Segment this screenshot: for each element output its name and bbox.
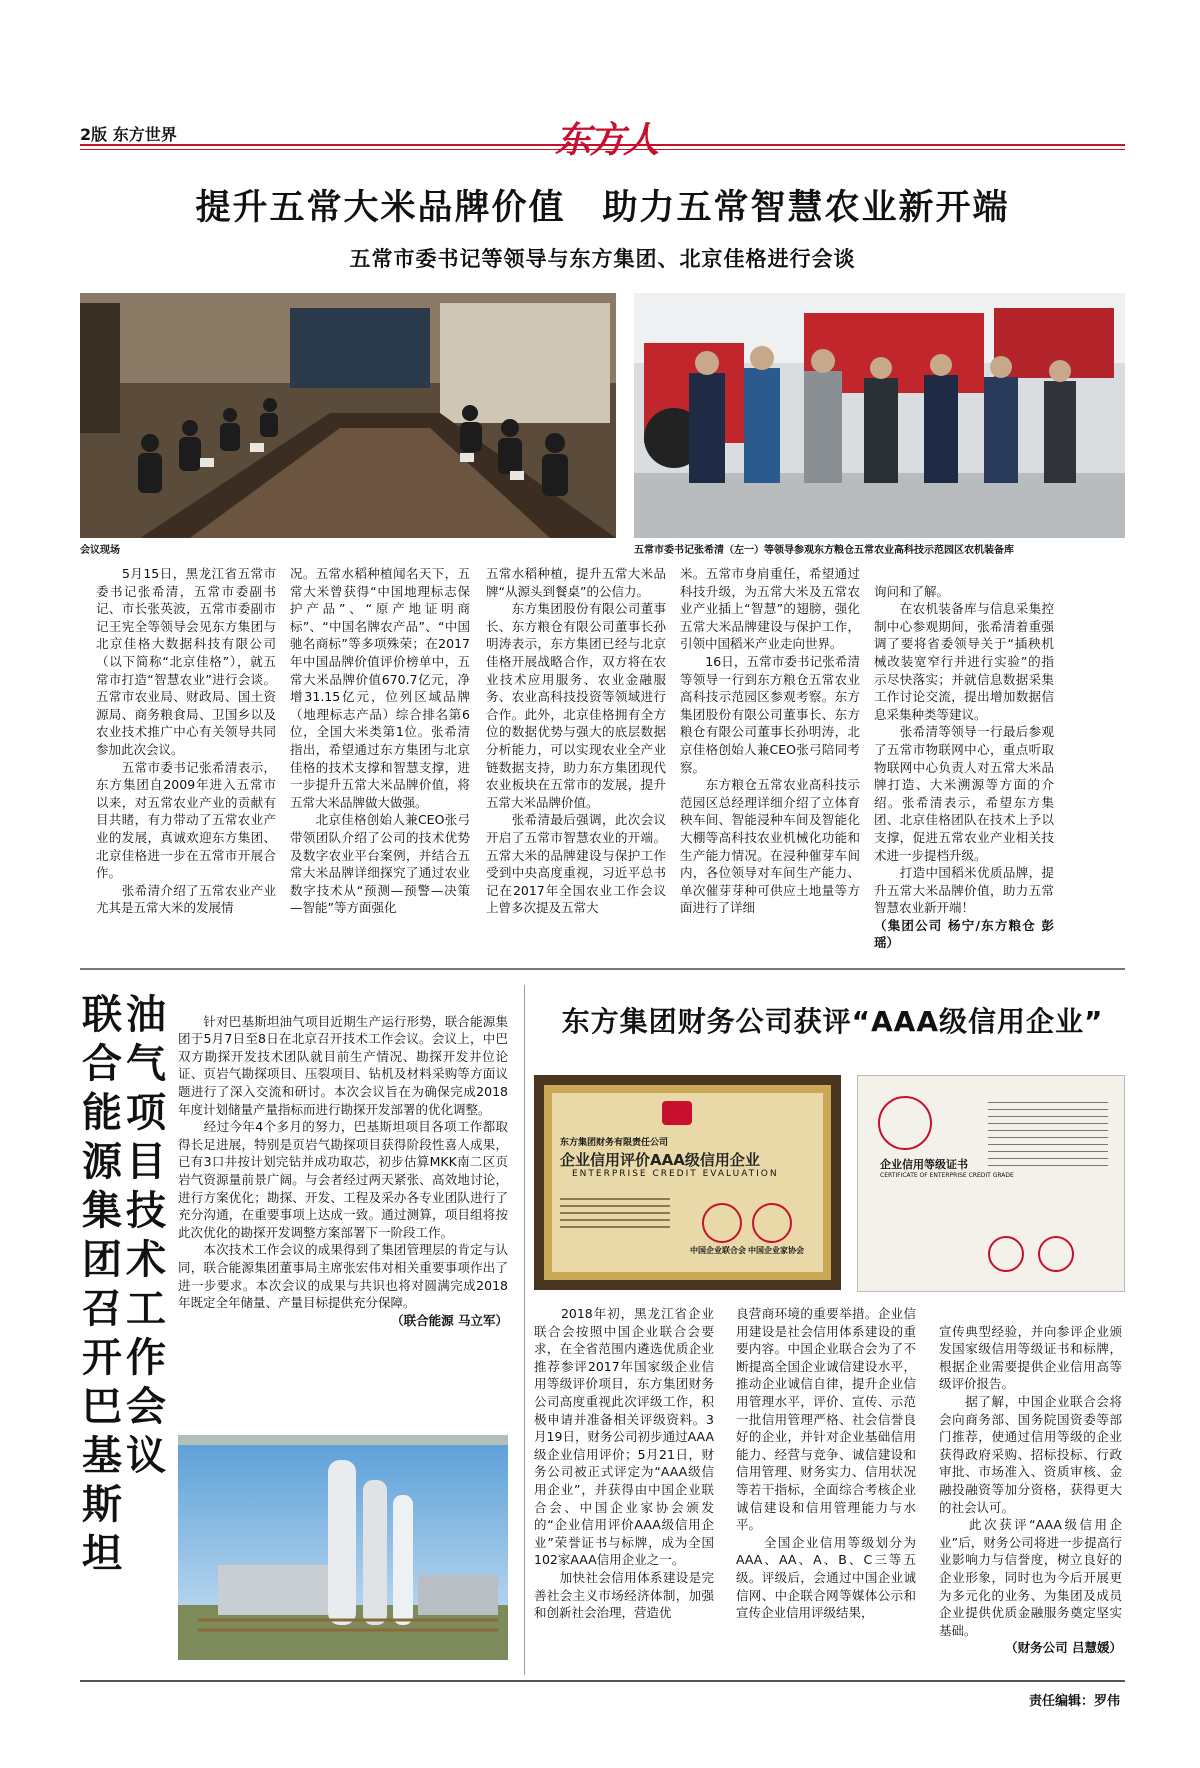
header-rule-thin [80,149,1125,150]
equipment-photo-caption: 五常市委书记张希清（左一）等领导参观东方粮仓五常农业高科技示范园区农机装备库 [634,545,1014,556]
article3-column-3-text: 宣传典型经验，并向参评企业颁发国家级信用等级证书和标牌，根据企业需要提供企业信用高等级评价报告。 据了解，中国企业联合会将会向商务部、国务院国资委等部门推荐，使通过信用等级的企业获得政府采购、招标投标、行政审批、市场准入、资质审核、金融投融资等加分资格，获得更大的社会认可。 此次获评“AAA级信用企业”后，财务公司将进一步提高行业影响力与信誉度，树立良好的企业形象，同时也为今后开展更为多元化的业务、为集团及成员企业提供优质金融服务奠定坚实基础。 [939,1323,1122,1638]
article1-headline: 提升五常大米品牌价值 助力五常智慧农业新开端 [195,188,1010,228]
seal-icon [702,1203,742,1243]
article2-body-text: 针对巴基斯坦油气项目近期生产运行形势，联合能源集团于5月7日至8日在北京召开技术工作会议。会议上，中巴双方勘探开发技术团队就目前生产情况、勘探开发井位论证、页岩气勘探项目、压裂项目、钻机及材料采购等方面议题进行了深入交流和研讨。本次会议旨在为确保完成2018年度计划储量产量指标而进行勘探开发部署的优化调整。 经过今年4个多月的努力，巴基斯坦项目各项工作都取得长足进展，特别是页岩气勘探项目获得阶段性喜人成果，已有3口井按计划完钻并成功取芯，初步估算MKK南二区页岩气资源量前景广阔。与会者经过两天紧张、高效地讨论，进行方案优化；勘探、开发、工程及采办各专业团队进行了充分沟通，在重要事项上达成一致。通过测算，项目组将按此次优化的勘探开发调整方案部署下一阶段工作。 本次技术工作会议的成果得到了集团管理层的肯定与认同，联合能源集团董事局主席张宏伟对相关重要事项作出了进一步要求。本次会议的成果与共识也将对圆满完成2018年既定全年储量、产量目标提供充分保障。 [178,1013,508,1311]
article1-column-4: 米。五常市身肩重任，希望通过科技升级，为五常大米及五常农业产业插上“智慧”的翅膀，强化五常大米品牌建设与保护工作，引领中国稻米产业走向世界。 16日，五常市委书记张希清等领导一行到东方粮仓五常农业高科技示范园区参观考察。东方集团股份有限公司董事长、东方粮仓有限公司董事长孙明涛，北京佳格创始人兼CEO张弓陪同考察。 东方粮仓五常农业高科技示范园区总经理详细介绍了立体育秧车间、智能浸种车间及智能化大棚等高科技农业机械化功能和生产能力情况。在浸种催芽车间内，各位领导对车间生产能力、单次催芽芽种可供应土地量等方面进行了详细 [680,566,860,916]
footer-rule [80,1680,1125,1682]
certificate-title: 企业信用评价AAA级信用企业 [560,1151,760,1169]
article2-body [178,995,508,1347]
certificate-detail-lines [560,1193,670,1233]
article1-column-2: 况。五常水稻种植闻名天下，五常大米曾获得“中国地理标志保护产品”、“原产地证明商标”、“中国名牌农产品”、“中国驰名商标”等多项殊荣；在2017年中国品牌价值评价榜单中，五常大米品牌价值670.7亿元，净增31.15亿元，位列区域品牌（地理标志产品）综合排名第6位，全国大米类第1位。张希清指出，希望通过东方集团与北京佳格的技术支撑和智慧支撑，进一步提升五常大米品牌价值，将五常大米品牌做大做强。 北京佳格创始人兼CEO张弓带领团队介绍了公司的技术优势及数字农业平台案例，并结合五常大米品牌详细探究了通过农业数字技术从“预测—预警—决策—智能”等方面强化 [290,566,470,916]
meeting-photo-caption: 会议现场 [80,545,120,556]
article1-subheadline: 五常市委书记等领导与东方集团、北京佳格进行会谈 [349,247,856,271]
article3-column-2: 良营商环境的重要举措。企业信用建设是社会信用体系建设的重要内容。中国企业联合会为了不断提高全国企业诚信建设水平，推动企业诚信自律，提升企业信用管理水平，评价、宣传、示范一批信用管理严格、社会信誉良好的企业，并针对企业基础信用能力、经营与竞争、诚信建设和信用管理、财务实力、信用状况等若干指标，全面综合考核企业诚信建设和信用管理能力与水平。 全国企业信用等级划分为AAA、AA、A、B、C三等五级。评级后，会通过中国企业诚信网、中企联合网等媒体公示和宣传企业信用评级结果， [736,1306,916,1621]
equipment-photo [634,293,1125,538]
equipment-depot-image [634,293,1125,538]
article1-byline: （集团公司 杨宁/东方粮仓 彭瑶） [874,917,1054,951]
header-rule [80,144,1125,146]
column-divider [524,985,525,1675]
article3-headline: 东方集团财务公司获评“AAA级信用企业” [561,1005,1104,1038]
certificate-issuer-1: 中国企业联合会 [690,1246,746,1255]
article3-byline: （财务公司 吕慧媛） [1005,1640,1122,1656]
article1-column-5 [874,565,1054,970]
paper-title: 企业信用等级证书 [880,1158,968,1171]
certificate-company: 东方集团财务有限责任公司 [560,1138,669,1148]
meeting-photo [80,293,616,538]
article1-column-3: 五常水稻种植，提升五常大米品牌“从源头到餐桌”的公信力。 东方集团股份有限公司董事长、东方粮仓有限公司董事长孙明涛表示，东方集团已经与北京佳格开展战略合作，双方将在农业技术应用服务、农业金融服务、农业高科技投资等领域进行合作。此外，北京佳格拥有全方位的数据优势与强大的底层数据分析能力，可以实现农业全产业链数据支持，助力东方集团现代农业板块在五常市的发展，提升五常大米品牌价值。 张希清最后强调，此次会议开启了五常市智慧农业的开端。五常大米的品牌建设与保护工作受到中央高度重视，习近平总书记在2017年全国农业工作会议上曾多次提及五常大 [486,566,666,916]
section-divider [80,968,1125,970]
paper-text-lines [988,1096,1108,1172]
masthead-logo: 东方人 [555,119,658,161]
certificate-title-en: ENTERPRISE CREDIT EVALUATION [572,1169,779,1179]
article3-column-3 [939,1305,1122,1674]
gas-plant-image [178,1435,508,1660]
article2-byline: （联合能源 马立军） [391,1312,508,1328]
credit-seal-icon [878,1096,932,1150]
certificate-plaque [534,1075,841,1290]
credit-logo-icon [662,1101,692,1125]
article1-column-1: 5月15日，黑龙江省五常市委书记张希清，五常市委副书记、市长张英波，五常市委副市记王宪全等领导会见东方集团与北京佳格大数据科技有限公司（以下简称“北京佳格”），就五常市打造“智慧农业”进行会谈。五常市农业局、财政局、国土资源局、商务粮食局、卫国乡以及农业技术推广中心有关领导共同参加此次会议。 五常市委书记张希清表示，东方集团自2009年进入五常市以来，对五常农业产业的贡献有目共睹，有力带动了五常农业产业的发展，真诚欢迎东方集团、北京佳格进一步在五常市开展合作。 张希清介绍了五常农业产业尤其是五常大米的发展情 [96,566,276,916]
editor-credit: 责任编辑：罗伟 [1028,1694,1120,1709]
article3-column-1: 2018年初，黑龙江省企业联合会按照中国企业联合会要求，在全省范围内遴选优质企业推荐参评2017年国家级企业信用等级评价项目，东方集团财务公司高度重视此次评级工作，积极申请并准备相关评级资料。3月19日，财务公司初步通过AAA级企业信用评价；5月21日，财务公司被正式评定为“AAA级信用企业”，并获得由中国企业联合会、中国企业家协会颁发的“企业信用评价AAA级信用企业”荣誉证书与标牌，成为全国102家AAA信用企业之一。 加快社会信用体系建设是完善社会主义市场经济体制，加强和创新社会治理，营造优 [534,1306,714,1621]
certificate-issuer-2: 中国企业家协会 [748,1246,804,1255]
article2-title-col2: 油气项目技术工作会议 [126,991,166,1479]
paper-seal-icon [988,1236,1024,1272]
page-section-label: 2版 东方世界 [80,125,177,144]
article2-title-col1: 联合能源集团召开巴基斯坦 [82,991,122,1577]
paper-seal-icon-2 [1038,1236,1074,1272]
gas-plant-photo [178,1435,508,1660]
credit-certificate-paper [857,1075,1125,1292]
article1-column-5-text: 询问和了解。 在农机装备库与信息采集控制中心参观期间，张希清着重强调了要将省委领导关于“插秧机械改装宽窄行并进行实验”的指示尽快落实；并就信息数据采集工作讨论交流，提出增加数据信息采集种类等建议。 张希清等领导一行最后参观了五常市物联网中心，重点听取物联网中心负责人对五常大米品牌打造、大米溯源等方面的介绍。张希清表示，希望东方集团、北京佳格团队在技术上予以支撑，促进五常农业产业相关技术进一步提档升级。 打造中国稻米优质品牌，提升五常大米品牌价值，助力五常智慧农业新开端！ [874,583,1054,916]
paper-subtitle: CERTIFICATE OF ENTERPRISE CREDIT GRADE [880,1172,1014,1179]
meeting-room-image [80,293,616,538]
seal-icon-2 [752,1203,792,1243]
